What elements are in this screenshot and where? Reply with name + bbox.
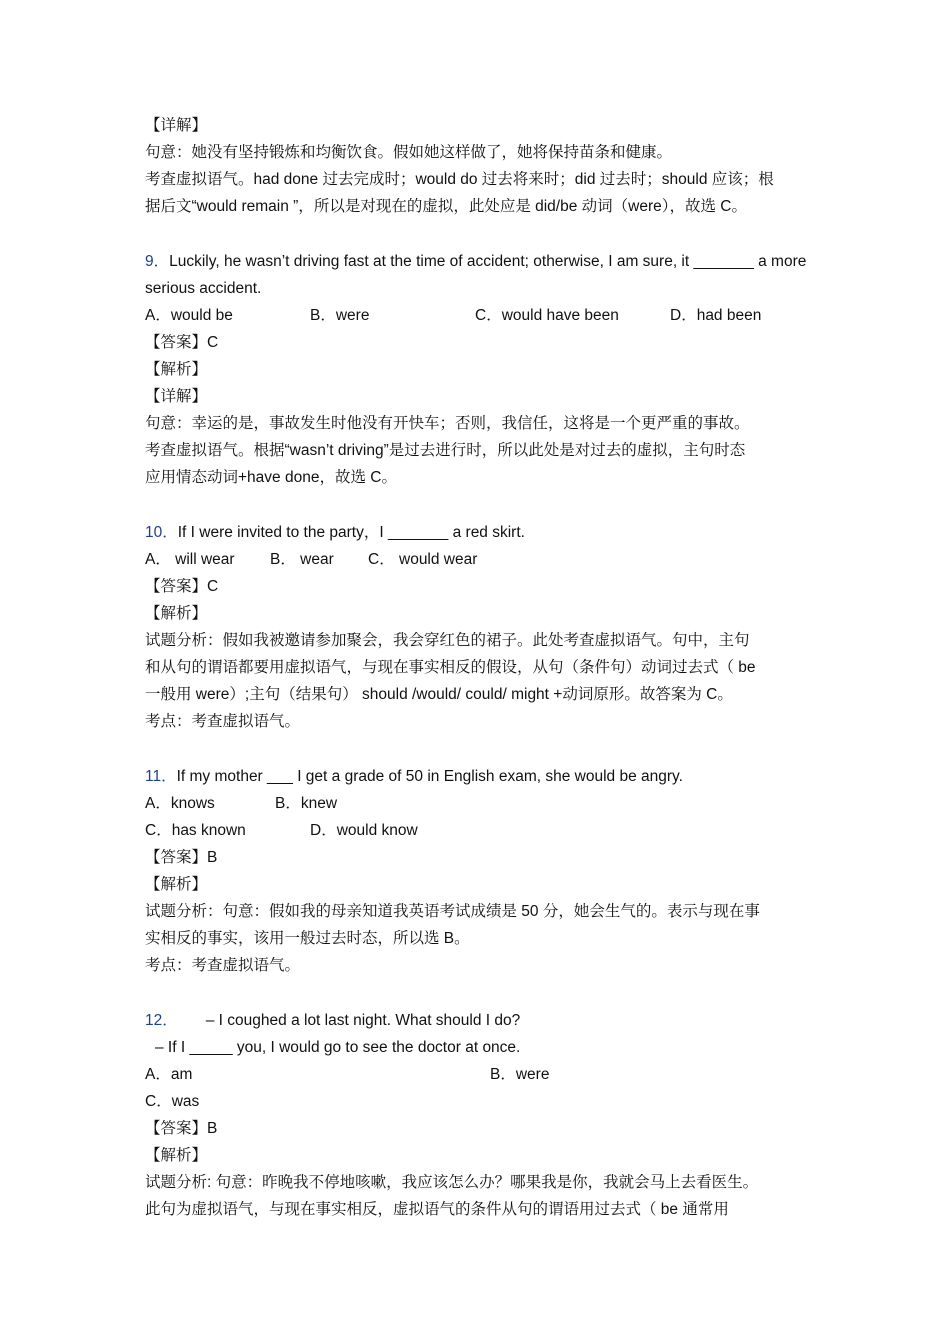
q12-analysis-line: 试题分析: 句意：昨晚我不停地咳嗽，我应该怎么办？哪果我是你，我就会马上去看医生。 (145, 1174, 759, 1191)
q11-option-c: C．has known (145, 822, 246, 839)
q9-detail-line: 考查虚拟语气。根据“wasn’t driving”是过去进行时，所以此处是对过去的虚拟，主句时态 (145, 442, 746, 459)
q8-detail-line: 据后文“would remain ”，所以是对现在的虚拟，此处应是 did/be 动词（were），故选 C。 (145, 198, 748, 215)
q9-stem-text: Luckily, he wasn’t driving fast at the time of accident; otherwise, I am sure, it _______ a more (169, 253, 807, 270)
q11-options-row2 (145, 817, 807, 844)
q9-options (145, 302, 807, 329)
q9-detail-line: 句意：幸运的是，事故发生时他没有开快车；否则，我信任，这将是一个更严重的事故。 (145, 415, 750, 432)
q10-stem (145, 519, 807, 546)
q11-option-d: D．would know (310, 822, 418, 839)
q8-detail-line: 考查虚拟语气。had done 过去完成时；would do 过去将来时；did 过去时；should 应该；根 (145, 171, 774, 188)
q9-option-b: B．were (310, 307, 370, 324)
q10-stem-text: If I were invited to the party，I _______ a red skirt. (177, 524, 525, 541)
q10-option-b: B． wear (270, 551, 334, 568)
q10-answer: 【答案】C (145, 578, 219, 595)
q11-analysis-tag: 【解析】 (145, 876, 208, 893)
q12-options-row1 (145, 1061, 807, 1088)
q9-detail-line: 应用情态动词+have done，故选 C。 (145, 469, 397, 486)
q11-analysis-line: 实相反的事实，该用一般过去时态，所以选 B。 (145, 930, 470, 947)
q9-answer: 【答案】C (145, 334, 219, 351)
q9-option-d: D．had been (670, 307, 762, 324)
q11-option-b: B．knew (275, 795, 338, 812)
q12-number: 12． (145, 1012, 178, 1029)
q9-detail-tag: 【详解】 (145, 388, 208, 405)
q11-option-a: A．knows (145, 795, 215, 812)
q9-number: 9． (145, 253, 170, 270)
q12-option-a: A．am (145, 1066, 193, 1083)
q12-answer: 【答案】B (145, 1120, 218, 1137)
q9-analysis-tag: 【解析】 (145, 361, 208, 378)
q10-option-a: A． will wear (145, 551, 235, 568)
q12-option-b: B．were (490, 1066, 550, 1083)
q10-analysis-tag: 【解析】 (145, 605, 208, 622)
q12-option-c: C．was (145, 1093, 200, 1110)
q10-analysis-line: 和从句的谓语都要用虚拟语气，与现在事实相反的假设，从句（条件句）动词过去式（ be (145, 659, 756, 676)
q10-analysis-line: 一般用 were）;主句（结果句） should /would/ could/ might +动词原形。故答案为 C。 (145, 686, 733, 703)
q9-stem (145, 248, 807, 275)
q9-option-a: A．would be (145, 307, 233, 324)
document-page (145, 112, 807, 1223)
q10-options (145, 546, 807, 573)
q10-analysis-line: 试题分析：假如我被邀请参加聚会，我会穿红色的裙子。此处考查虚拟语气。句中，主句 (145, 632, 750, 649)
q12-analysis-tag: 【解析】 (145, 1147, 208, 1164)
q9-stem-cont: serious accident. (145, 280, 262, 297)
q12-analysis-line: 此句为虚拟语气，与现在事实相反，虚拟语气的条件从句的谓语用过去式（ be 通常用 (145, 1201, 729, 1218)
q11-stem (145, 763, 807, 790)
q9-option-c: C．would have been (475, 307, 619, 324)
q10-number: 10． (145, 524, 178, 541)
q11-point: 考点：考查虚拟语气。 (145, 957, 301, 974)
q12-stem-text: – I coughed a lot last night. What should I do? (205, 1012, 521, 1029)
q12-stem (145, 1007, 807, 1034)
q12-stem-reply: – If I _____ you, I would go to see the doctor at once. (155, 1039, 521, 1056)
q10-point: 考点：考查虚拟语气。 (145, 713, 301, 730)
q11-options-row1 (145, 790, 807, 817)
q11-answer: 【答案】B (145, 849, 218, 866)
q11-stem-text: If my mother ___ I get a grade of 50 in English exam, she would be angry. (176, 768, 683, 785)
q10-option-c: C． would wear (368, 551, 478, 568)
q11-analysis-line: 试题分析：句意：假如我的母亲知道我英语考试成绩是 50 分，她会生气的。表示与现在事 (145, 903, 760, 920)
q8-detail-tag: 【详解】 (145, 117, 208, 134)
q11-number: 11． (145, 768, 177, 785)
q8-detail-line: 句意：她没有坚持锻炼和均衡饮食。假如她这样做了，她将保持苗条和健康。 (145, 144, 673, 161)
